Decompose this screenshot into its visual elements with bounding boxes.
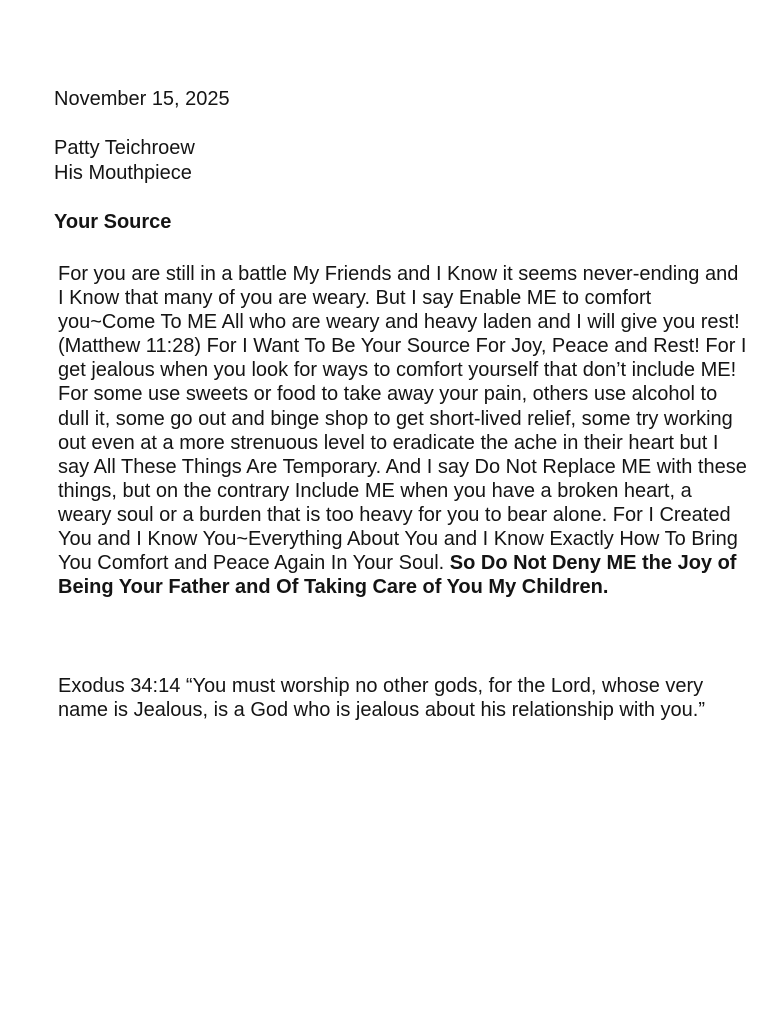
- author-block: [54, 136, 195, 186]
- scripture-quote: [58, 674, 748, 722]
- author-name: Patty Teichroew: [54, 137, 195, 159]
- scripture-text: Exodus 34:14 “You must worship no other gods, for the Lord, whose very name is Jealous, is a God who is jealous about his relationship with you.”: [58, 675, 706, 721]
- letter-date: November 15, 2025: [54, 88, 230, 110]
- closing-emphasis: So Do Not Deny ME the Joy of Being Your Father and Of Taking Care of You My Children.: [58, 552, 737, 599]
- author-role: His Mouthpiece: [54, 162, 192, 184]
- message-body-text: For you are still in a battle My Friends and I Know it seems never-ending and I Know that many of you are weary. But I say Enable ME to comfort you~Come To ME All who are weary and heavy laden and I will give you rest! (Matthew 11:28) For I Want To Be Your Source For Joy, Peace and Rest! For I get jealous when you look for ways to comfort yourself that don’t include ME! For some use sweets or food to take away your pain, others use alcohol to dull it, some go out and binge shop to get short-lived relief, some try working out even at a more strenuous level to eradicate the ache in their heart but I say All These Things Are Temporary. And I say Do Not Replace ME with these things, but on the contrary Include ME when you have a broken heart, a weary soul or a burden that is too heavy for you to bear alone. For I Created You and I Know You~Everything About You and I Know Exactly How To Bring You Comfort and Peace Again In Your Soul.: [58, 263, 747, 575]
- message-title: Your Source: [54, 211, 172, 233]
- message-body: [58, 262, 748, 599]
- message-paragraph: [58, 262, 748, 599]
